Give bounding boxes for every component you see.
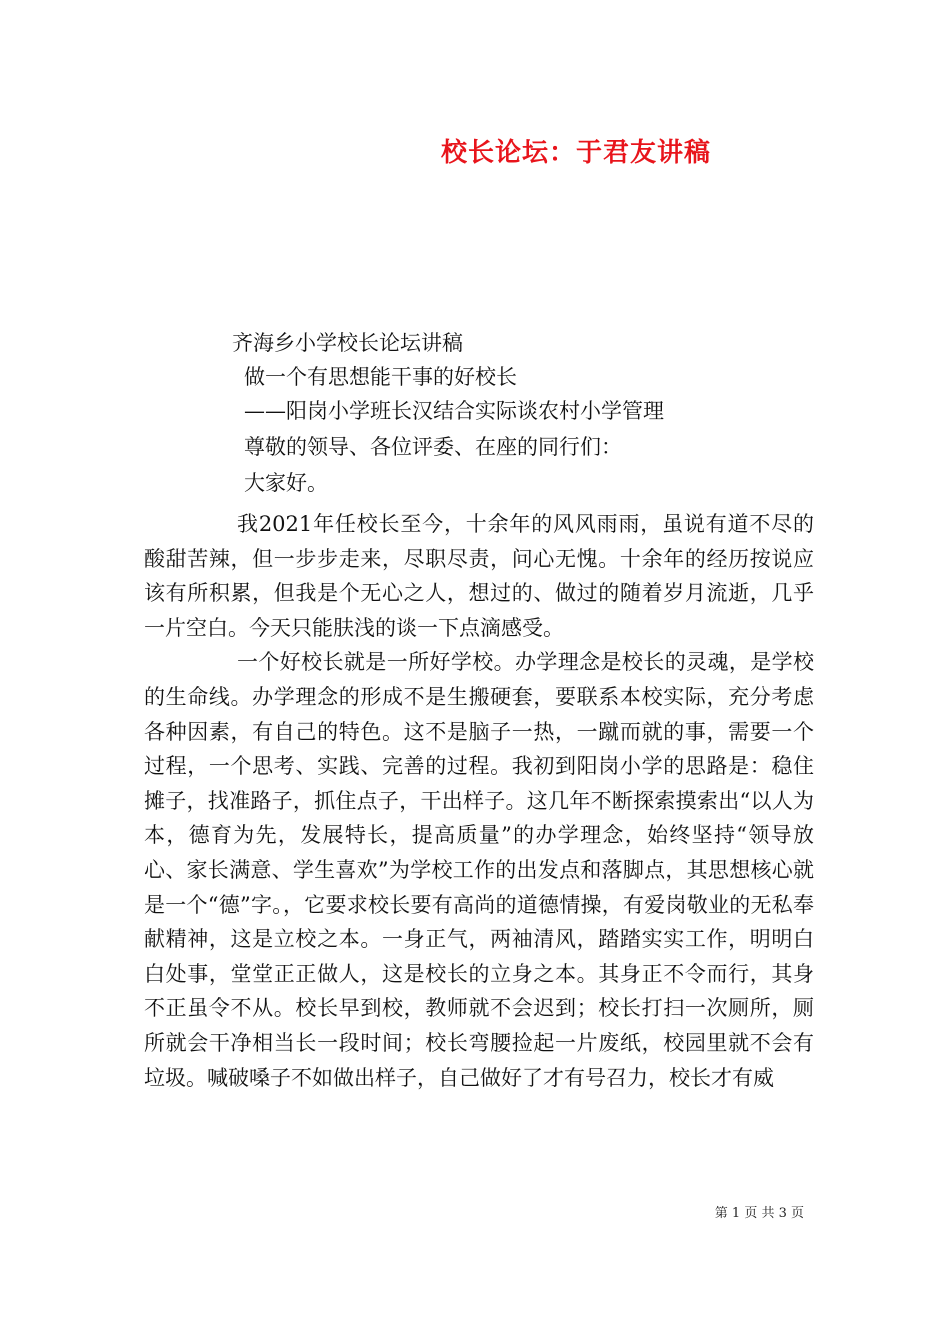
- subtitle-author-line: ——阳岗小学班长汉结合实际谈农村小学管理: [244, 399, 664, 423]
- body-paragraph-2: 一个好校长就是一所好学校。办学理念是校长的灵魂，是学校的生命线。办学理念的形成不是生搬硬套，要联系本校实际，充分考虑各种因素，有自己的特色。这不是脑子一热，一蹴而就的事，需要一个过程，一个思考、实践、完善的过程。我初到阳岗小学的思路是：稳住摊子，找准路子，抓住点子，干出样子。这几年不断探索摸索出“以人为本，德育为先，发展特长，提高质量”的办学理念，始终坚持“领导放心、家长满意、学生喜欢”为学校工作的出发点和落脚点，其思想核心就是一个“德”字。，它要求校长要有高尚的道德情操，有爱岗敬业的无私奉献精神，这是立校之本。一身正气，两袖清风，踏踏实实工作，明明白白处事，堂堂正正做人，这是校长的立身之本。其身正不令而行，其身不正虽令不从。校长早到校，教师就不会迟到；校长打扫一次厕所，厕所就会干净相当长一段时间；校长弯腰捡起一片废纸，校园里就不会有垃圾。喊破嗓子不如做出样子，自己做好了才有号召力，校长才有威: [144, 650, 814, 1090]
- salutation: 尊敬的领导、各位评委、在座的同行们：: [244, 435, 622, 459]
- subtitle-speech-title: 做一个有思想能干事的好校长: [244, 365, 517, 389]
- subtitle-forum: 齐海乡小学校长论坛讲稿: [232, 331, 463, 355]
- page-footer: 第 1 页 共 3 页: [714, 1206, 804, 1221]
- body-paragraph-1: 我2021年任校长至今，十余年的风风雨雨，虽说有道不尽的酸甜苦辣，但一步步走来，尽职尽责，问心无愧。十余年的经历按说应该有所积累，但我是个无心之人，想过的、做过的随着岁月流逝，几乎一片空白。今天只能肤浅的谈一下点滴感受。: [144, 512, 814, 640]
- greeting: 大家好。: [244, 471, 328, 495]
- document-title: 校长论坛：于君友讲稿: [440, 138, 711, 168]
- document-body: [144, 507, 814, 1095]
